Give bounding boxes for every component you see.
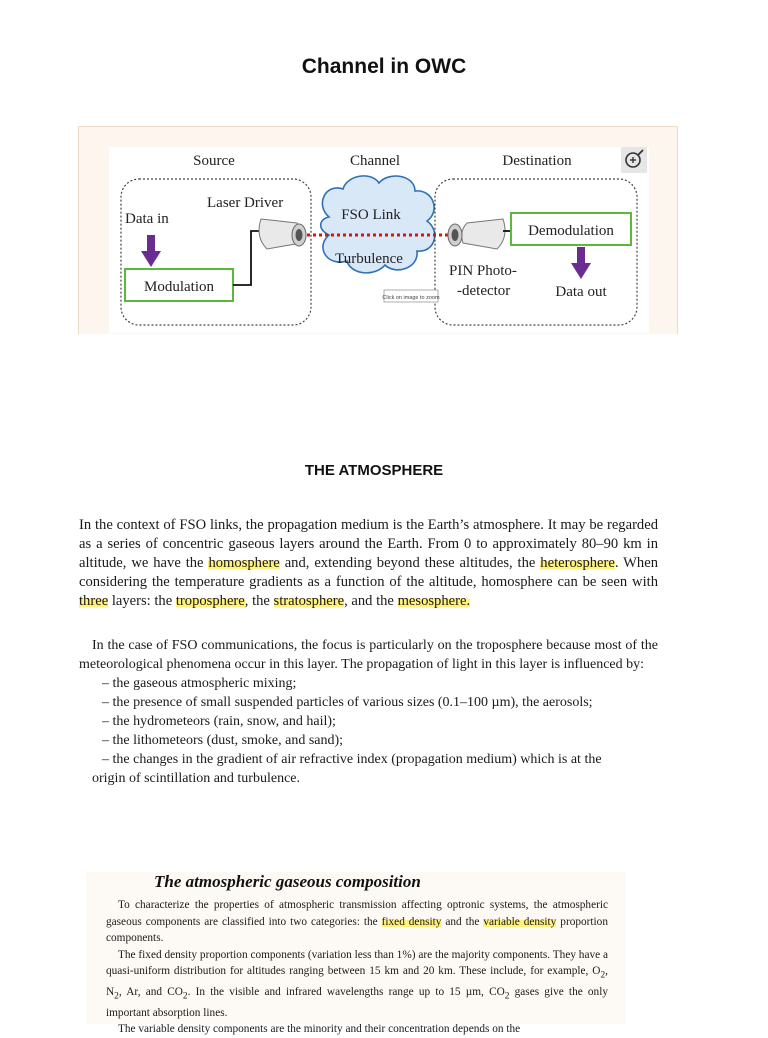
fso-link-label: FSO Link: [341, 207, 401, 223]
zoom-tooltip: [382, 290, 440, 302]
excerpt-title: The atmospheric gaseous composition: [154, 872, 421, 891]
demodulation-label: Demodulation: [528, 223, 614, 239]
list-item: – the hydrometeors (rain, snow, and hail);: [102, 714, 336, 729]
page-title: Channel in OWC: [301, 55, 467, 78]
channel-label: Channel: [350, 153, 400, 169]
highlight-heterosphere: heterosphere: [540, 555, 615, 571]
highlight-fixed-density: fixed density: [381, 915, 442, 928]
section-heading: THE ATMOSPHERE: [304, 462, 444, 479]
owc-channel-diagram: [79, 127, 679, 335]
list-item: – the changes in the gradient of air refractive index (propagation medium) which is at the: [102, 752, 602, 767]
modulation-label: Modulation: [144, 279, 214, 295]
list-item: – the gaseous atmospheric mixing;: [102, 676, 297, 691]
text-gradients: gradients: [249, 574, 303, 590]
source-label: Source: [193, 153, 235, 169]
atmosphere-paragraph: In the context of FSO links, the propagation medium is the Earth’s atmosphere. It may be regarded as a series of concentric gaseous layers around the Earth. From 0 to approximately 80–90 km in altitude, we have the homosphere and, extending beyond these altitudes, the heterosphere. When considering the temperature gradients as a function of the altitude, homosphere can be seen with three layers: the troposphere, the stratosphere, and the mesosphere.: [79, 517, 658, 609]
data-out-label: Data out: [555, 284, 607, 300]
zoom-tooltip-text: Click on image to zoom: [382, 295, 440, 301]
list-item-continuation: origin of scintillation and turbulence.: [92, 771, 301, 786]
excerpt-paragraph-2: The fixed density proportion components (variation less than 1%) are the majority components. They have a quasi-uniform distribution for altitudes ranging between 15 km and 20 km. These include, for example, $O_2$, $N_2$, Ar, and $CO_2$. In the visible and infrared wavelengths range up to 15 µm, $CO_2$ gases give the only important absorption lines.: [106, 948, 608, 1019]
highlight-homosphere: homosphere: [208, 555, 280, 571]
zoom-in-icon[interactable]: [621, 147, 647, 173]
pin-photo-label-1: PIN Photo-: [449, 263, 517, 279]
troposphere-paragraph: [79, 636, 658, 788]
gaseous-composition-excerpt: [86, 872, 626, 1035]
highlight-stratosphere: stratosphere: [273, 593, 345, 609]
laser-driver-label: Laser Driver: [207, 195, 284, 211]
highlight-mesosphere: mesosphere.: [397, 593, 471, 609]
destination-label: Destination: [502, 153, 572, 169]
excerpt-paragraph-3: The variable density components are the minority and their concentration depends on the: [118, 1023, 521, 1035]
influence-list: [79, 674, 658, 788]
owc-channel-figure[interactable]: [78, 126, 678, 334]
troposphere-intro: In the case of FSO communications, the focus is particularly on the troposphere because most of the meteorological phenomena occur in this layer. The propagation of light in this layer is influenced by:: [79, 638, 658, 672]
data-in-label: Data in: [125, 211, 169, 227]
excerpt-body: [106, 897, 608, 1038]
excerpt-paragraph-1: To characterize the properties of atmospheric transmission affecting optronic systems, the atmospheric gaseous components are classified into two categories: the fixed density and the variable density proportion components.: [106, 899, 608, 944]
list-item: – the lithometeors (dust, smoke, and sand);: [102, 733, 344, 748]
highlight-variable-density: variable density: [483, 915, 557, 928]
highlight-troposphere: troposphere: [175, 593, 245, 609]
turbulence-label: Turbulence: [335, 251, 403, 267]
list-item: – the presence of small suspended particles of various sizes (0.1–100 µm), the aerosols;: [102, 695, 593, 710]
highlight-three: three: [79, 593, 109, 609]
pin-photo-label-2: -detector: [457, 283, 511, 299]
